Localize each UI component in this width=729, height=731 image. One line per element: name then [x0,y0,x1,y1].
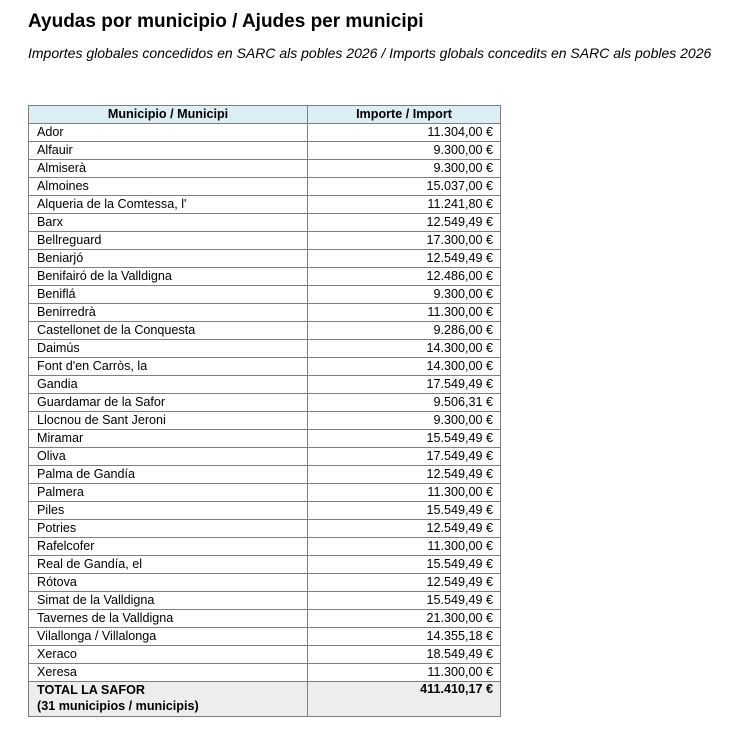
grant-amount: 11.300,00 € [308,484,501,502]
grant-amount: 21.300,00 € [308,610,501,628]
municipality-name: Palmera [29,484,308,502]
grant-amount: 17.549,49 € [308,376,501,394]
grant-amount: 15.549,49 € [308,556,501,574]
municipality-name: Ador [29,124,308,142]
table-row [29,394,501,412]
municipality-name: Miramar [29,430,308,448]
municipality-name: Tavernes de la Valldigna [29,610,308,628]
grant-amount: 14.300,00 € [308,340,501,358]
table-row [29,664,501,682]
municipality-name: Daimús [29,340,308,358]
municipality-name: Vilallonga / Villalonga [29,628,308,646]
grant-amount: 11.300,00 € [308,538,501,556]
table-row [29,196,501,214]
table-row [29,340,501,358]
table-row [29,538,501,556]
table-row [29,268,501,286]
page-title: Ayudas por municipio / Ajudes per municipi [28,11,424,32]
total-row [29,682,501,717]
municipality-name: Palma de Gandía [29,466,308,484]
table-row [29,484,501,502]
municipality-name: Beniarjó [29,250,308,268]
municipality-name: Real de Gandía, el [29,556,308,574]
grant-amount: 12.549,49 € [308,520,501,538]
grant-amount: 11.300,00 € [308,664,501,682]
grant-amount: 12.549,49 € [308,466,501,484]
grant-amount: 9.300,00 € [308,412,501,430]
grant-amount: 15.037,00 € [308,178,501,196]
municipality-name: Simat de la Valldigna [29,592,308,610]
table-row [29,250,501,268]
grant-amount: 15.549,49 € [308,430,501,448]
municipality-name: Llocnou de Sant Jeroni [29,412,308,430]
table-row [29,358,501,376]
municipality-name: Font d'en Carròs, la [29,358,308,376]
table-row [29,286,501,304]
table-row [29,214,501,232]
column-header-amount: Importe / Import [308,106,501,124]
municipality-name: Guardamar de la Safor [29,394,308,412]
table-row [29,448,501,466]
grant-amount: 14.355,18 € [308,628,501,646]
table-row [29,574,501,592]
grant-amount: 12.549,49 € [308,250,501,268]
municipality-name: Xeraco [29,646,308,664]
municipality-name: Alfauir [29,142,308,160]
municipality-name: Bellreguard [29,232,308,250]
table-row [29,556,501,574]
municipality-name: Benirredrà [29,304,308,322]
municipality-name: Alqueria de la Comtessa, l' [29,196,308,214]
total-label-cell [29,682,308,717]
grant-amount: 11.241,80 € [308,196,501,214]
table-row [29,232,501,250]
municipality-name: Xeresa [29,664,308,682]
table-body [29,124,501,682]
table-row [29,376,501,394]
grant-amount: 9.506,31 € [308,394,501,412]
grant-amount: 14.300,00 € [308,358,501,376]
page-subtitle: Importes globales concedidos en SARC als pobles 2026 / Imports globals concedits en SARC als pobles 2026 [28,45,712,61]
total-label: TOTAL LA SAFOR [37,683,145,697]
grant-amount: 9.300,00 € [308,142,501,160]
grant-amount: 9.300,00 € [308,286,501,304]
grant-amount: 9.286,00 € [308,322,501,340]
grant-amount: 12.549,49 € [308,214,501,232]
total-sublabel: (31 municipios / municipis) [37,699,199,713]
municipality-name: Castellonet de la Conquesta [29,322,308,340]
table-row [29,124,501,142]
table-row [29,178,501,196]
municipality-name: Beniflá [29,286,308,304]
table-row [29,502,501,520]
grant-amount: 11.304,00 € [308,124,501,142]
grants-table [28,105,501,717]
total-amount: 411.410,17 € [308,682,501,717]
grant-amount: 12.486,00 € [308,268,501,286]
grant-amount: 12.549,49 € [308,574,501,592]
municipality-name: Oliva [29,448,308,466]
grant-amount: 15.549,49 € [308,502,501,520]
grant-amount: 9.300,00 € [308,160,501,178]
grant-amount: 17.549,49 € [308,448,501,466]
grant-amount: 11.300,00 € [308,304,501,322]
municipality-name: Rótova [29,574,308,592]
municipality-name: Almoines [29,178,308,196]
municipality-name: Almiserà [29,160,308,178]
municipality-name: Rafelcofer [29,538,308,556]
municipality-name: Potries [29,520,308,538]
table-row [29,610,501,628]
table-row [29,592,501,610]
table-row [29,142,501,160]
municipality-name: Benifairó de la Valldigna [29,268,308,286]
grant-amount: 15.549,49 € [308,592,501,610]
table-header-row [29,106,501,124]
table-row [29,322,501,340]
table-row [29,412,501,430]
column-header-municipality: Municipio / Municipi [29,106,308,124]
municipality-name: Piles [29,502,308,520]
table-row [29,628,501,646]
grant-amount: 18.549,49 € [308,646,501,664]
table-row [29,160,501,178]
municipality-name: Gandia [29,376,308,394]
table-row [29,304,501,322]
table-row [29,466,501,484]
table-row [29,646,501,664]
municipality-name: Barx [29,214,308,232]
table-row [29,430,501,448]
grant-amount: 17.300,00 € [308,232,501,250]
table-row [29,520,501,538]
